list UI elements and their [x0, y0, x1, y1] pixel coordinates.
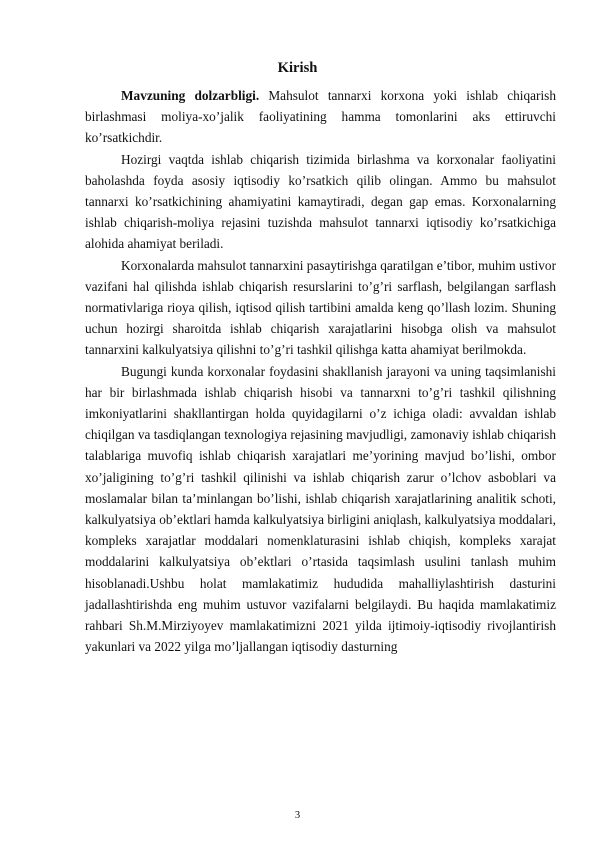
- section-title: Kirish: [277, 60, 318, 76]
- paragraph: Korxonalarda mahsulot tannarxini pasaytirishga qaratilgan e’tibor, muhim ustivor vazifani hal qilishda ishlab chiqarish resurslarini to’g’ri sarflash, belgilangan sarflash normativlariga rioya qilish, iqtisod qilish tartibini amalda keng qo’llash lozim. Shuning uchun hozirgi sharoitda ishlab chiqarish xarajatlarini hisobga olish va mahsulot tannarxini kalkulyatsiya qilishni to’g’ri tashkil qilishga katta ahamiyat berilmokda.: [85, 257, 556, 358]
- paragraph: Hozirgi vaqtda ishlab chiqarish tizimida birlashma va korxonalar faoliyatini baholashda foyda asosiy iqtisodiy ko’rsatkich qilib olingan. Ammo bu mahsulot tannarxi ko’rsatkichining ahamiyatini kamaytiradi, degan gap emas. Korxonalarning ishlab chiqarish-moliya rejasini tuzishda mahsulot tannarxi iqtisodiy ko’rsatkichiga alohida ahamiyat beriladi.: [85, 151, 556, 252]
- paragraph-relevance: [85, 85, 556, 149]
- paragraph-lead: Mavzuning dolzarbligi.: [121, 88, 260, 103]
- page-number: 3: [294, 810, 301, 821]
- paragraph-text: Mahsulot tannarxi korxona yoki ishlab chiqarish birlashmasi moliya-xo’jalik faoliyatining hamma tomonlarini aks ettiruvchi ko’rsatkichdir.: [85, 88, 556, 146]
- paragraph: Bugungi kunda korxonalar foydasini shakllanish jarayoni va uning taqsimlanishi har bir birlashmada ishlab chiqarish hisobi va tannarxni to’g’ri tashkil qilishning imkoniyatlarini shakllantirgan holda quyidagilarni o’z ichiga oladi: avvaldan ishlab chiqilgan va tasdiqlangan texnologiya rejasining mavjudligi, zamonaviy ishlab chiqarish talablariga muvofiq ishlab chiqarish xarajatlari me’yorining mavjud bo’lishi, ombor xo’jaligining to’g’ri tashkil qilinishi va ishlab chiqarish zarur o’lchov asboblari va moslamalar bilan ta’minlangan bo’lishi, ishlab chiqarish xarajatlarining analitik schoti, kalkulyatsiya ob’ektlari hamda kalkulyatsiya birligini aniqlash, kalkulyatsiya moddalari, kompleks xarajatlar moddalari nomenklaturasini ishlab chiqish, kompleks xarajat moddalarini kalkulyatsiya ob’ektlari o’rtasida taqsimlash usulini tanlash muhim hisoblanadi.Ushbu holat mamlakatimiz hududida mahalliylashtirish dasturini jadallashtirishda eng muhim ustuvor vazifalarni belgilaydi. Bu haqida mamlakatimiz rahbari Sh.M.Mirziyoyev mamlakatimizni 2021 yilda ijtimoiy-iqtisodiy rivojlantirish yakunlari va 2022 yilga mo’ljallangan iqtisodiy dasturning: [85, 363, 556, 655]
- body-text: [85, 85, 556, 657]
